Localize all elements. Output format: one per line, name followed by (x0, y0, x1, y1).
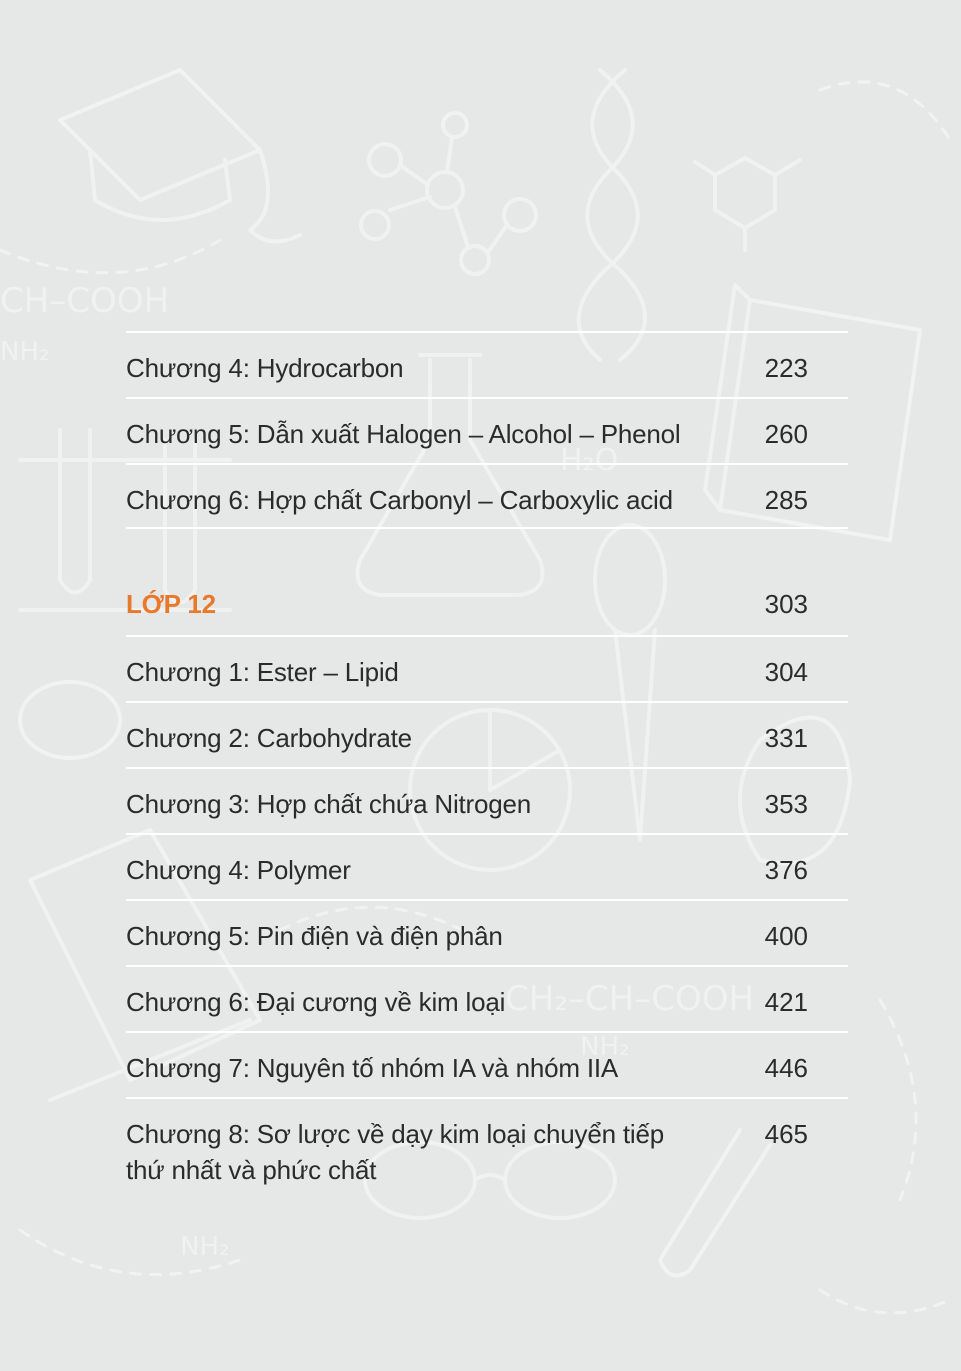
toc-entry[interactable] (126, 463, 848, 529)
toc-entry-title: Chương 5: Pin điện và điện phân (126, 921, 503, 951)
toc-entry-title: Chương 7: Nguyên tố nhóm IA và nhóm IIA (126, 1053, 619, 1083)
graduation-cap-icon (60, 70, 300, 241)
section-gap (126, 529, 848, 569)
table-of-contents (126, 331, 848, 1197)
formula-doodle: H₂O (560, 443, 619, 478)
toc-entry-page: 223 (764, 353, 808, 383)
toc-entry-title: Chương 4: Hydrocarbon (126, 353, 404, 383)
toc-entry[interactable] (126, 701, 848, 767)
toc-entry-page: 465 (764, 1119, 808, 1149)
toc-entry[interactable] (126, 331, 848, 397)
formula-doodle: NH₂ (180, 1232, 230, 1262)
toc-entry-title: Chương 2: Carbohydrate (126, 723, 412, 753)
hexagon-icon (695, 158, 800, 250)
toc-entry-page: 400 (764, 921, 808, 951)
section-title: LỚP 12 (126, 589, 216, 619)
toc-entry[interactable] (126, 767, 848, 833)
toc-entry-page: 260 (764, 419, 808, 449)
toc-entry-page: 285 (764, 485, 808, 515)
toc-entry-page: 304 (764, 657, 808, 687)
formula-doodle: NH₂ (0, 337, 50, 367)
dna-helix-icon (579, 70, 645, 360)
toc-entry[interactable] (126, 635, 848, 701)
toc-entry[interactable] (126, 1031, 848, 1097)
toc-entry-page: 331 (764, 723, 808, 753)
toc-entry-title: Chương 6: Đại cương về kim loại (126, 987, 506, 1017)
toc-entry[interactable] (126, 965, 848, 1031)
toc-section-heading[interactable] (126, 569, 848, 635)
toc-entry-page: 446 (764, 1053, 808, 1083)
toc-entry[interactable] (126, 1097, 848, 1197)
toc-entry-title: Chương 5: Dẫn xuất Halogen – Alcohol – Phenol (126, 419, 681, 449)
toc-entry[interactable] (126, 833, 848, 899)
toc-entry-page: 376 (764, 855, 808, 885)
toc-entry-title: Chương 4: Polymer (126, 855, 351, 885)
toc-entry-title: Chương 8: Sơ lược về dạy kim loại chuyển tiếp thứ nhất và phức chất (126, 1119, 664, 1185)
toc-entry-title: Chương 1: Ester – Lipid (126, 657, 399, 687)
toc-entry-title: Chương 3: Hợp chất chứa Nitrogen (126, 789, 532, 819)
formula-doodle: NH₂ (580, 1032, 630, 1062)
toc-entry-page: 353 (764, 789, 808, 819)
toc-entry[interactable] (126, 899, 848, 965)
toc-entry-title: Chương 6: Hợp chất Carbonyl – Carboxylic acid (126, 485, 673, 515)
section-page: 303 (764, 589, 808, 619)
toc-entry[interactable] (126, 397, 848, 463)
formula-doodle: CH₂–CH–COOH (505, 979, 755, 1019)
toc-entry-page: 421 (764, 987, 808, 1017)
molecule-icon (361, 113, 536, 274)
formula-doodle: CH–COOH (0, 281, 170, 321)
